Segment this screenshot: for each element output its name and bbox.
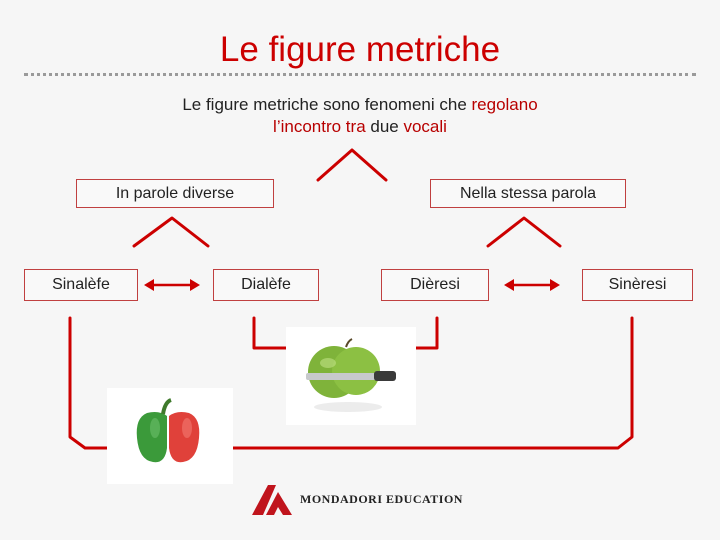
subtitle-text: due [365, 117, 404, 136]
leaf-sinalefe: Sinalèfe [24, 269, 138, 301]
right-caret [488, 218, 560, 246]
left-caret [134, 218, 208, 246]
double-arrow-left [144, 279, 200, 291]
page-title: Le figure metriche [219, 30, 501, 69]
subtitle-highlight: vocali [403, 117, 447, 136]
logo-mark-icon [250, 482, 294, 516]
subtitle-text: Le figure metriche sono fenomeni che [182, 95, 472, 114]
leaf-dialefe: Dialèfe [213, 269, 319, 301]
subtitle-highlight: regolano [471, 95, 538, 114]
double-arrow-right [504, 279, 560, 291]
publisher-logo [250, 482, 480, 516]
logo-text: MONDADORI EDUCATION [300, 491, 463, 506]
subtitle-highlight: l’incontro tra [273, 117, 366, 136]
pepper-image [107, 388, 233, 484]
leaf-sineresi: Sinèresi [582, 269, 693, 301]
branch-parole-diverse: In parole diverse [76, 179, 274, 208]
branch-stessa-parola: Nella stessa parola [430, 179, 626, 208]
top-caret [318, 150, 386, 180]
apple-knife-image [286, 327, 416, 425]
leaf-dieresi: Dièresi [381, 269, 489, 301]
